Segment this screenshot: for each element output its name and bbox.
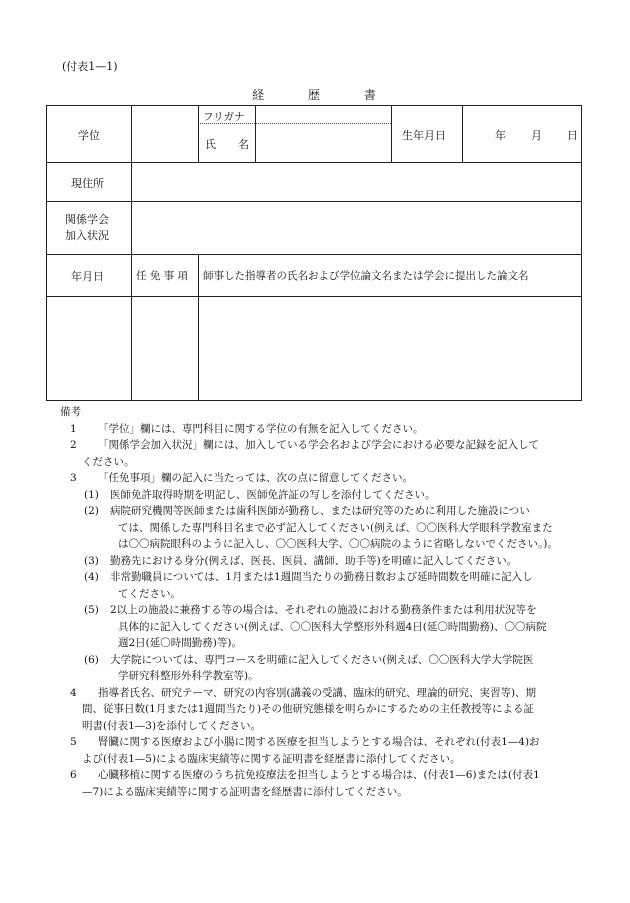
notes-heading: 備考 <box>60 406 81 418</box>
note-number: 4 <box>70 686 77 699</box>
note-line: 明書(付表1—3)を添付してください。 <box>82 719 262 732</box>
note-item <box>48 437 588 470</box>
note-line: 腎臓に関する医療および小腸に関する医療を担当しようとする場合は、それぞれ(付表1—4)お <box>98 736 540 748</box>
note-item <box>48 421 588 438</box>
note-line: 「学位」欄には、専門科目に関する学位の有無を記入してください。 <box>98 422 424 435</box>
note-line: 医師免許取得時期を明記し、医師免許証の写しを添付してください。 <box>110 488 436 501</box>
note-line: ては、関係した専門科目名まで必ず記入してください(例えば、〇〇医科大学眼科学教室また <box>118 521 553 534</box>
note-line: 「関係学会加入状況」欄には、加入している学会名および学会における必要な記録を記入して <box>98 439 539 451</box>
note-number: 5 <box>70 736 77 748</box>
birthdate-year: 年 <box>495 129 506 142</box>
note-number: 2 <box>70 439 77 451</box>
col-divider-degree <box>131 106 132 162</box>
note-subitem <box>48 652 588 685</box>
title-char-3: 書 <box>363 88 378 102</box>
advisor-header: 師事した指導者の氏名および学位論文名または学会に提出した論文名 <box>203 270 529 282</box>
note-line: 心臓移植に関する医療のうち抗免疫療法を担当しようとする場合は、(付表1—6)または(付表1 <box>98 769 540 781</box>
furigana-label: フリガナ <box>203 111 245 123</box>
note-line: 病院研究機関等医師または歯科医師が勤務し、または研究等のために利用した施設につい <box>110 505 530 517</box>
note-number: (2) <box>84 505 99 517</box>
note-number: (6) <box>84 653 99 666</box>
address-label: 現住所 <box>71 177 104 190</box>
birthdate-day: 日 <box>567 129 578 142</box>
notes-list <box>48 421 588 801</box>
title-char-2: 歴 <box>307 88 322 102</box>
note-line: 週2日(延〇時間勤務)等)。 <box>118 637 242 649</box>
note-line: 具体的に記入してください(例えば、〇〇医科大学整形外科週4日(延〇時間勤務)、〇〇病院 <box>118 620 547 633</box>
note-line: よび(付表1—5)による臨床実績等に関する証明書を経歴書に添付してください。 <box>82 752 461 765</box>
note-line: 大学院については、専門コースを明確に記入してください(例えば、〇〇医科大学大学院医 <box>110 653 534 666</box>
row-divider-4 <box>47 296 581 297</box>
note-number: 1 <box>70 422 77 435</box>
note-number: (1) <box>84 488 99 501</box>
note-subitem <box>48 487 588 504</box>
note-line: 勤務先における身分(例えば、医長、医員、講師、助手等)を明確に記入してください。 <box>110 554 518 567</box>
birthdate-month: 月 <box>531 129 542 142</box>
note-line: 指導者氏名、研究テーマ、研究の内容別(講義の受講、臨床的研究、理論的研究、実習等)、期 <box>98 686 537 699</box>
note-number: 3 <box>70 472 77 484</box>
note-line: —7)による臨床実績等に関する証明書を経歴書に添付してください。 <box>82 785 408 798</box>
col-divider-label-col <box>131 162 132 400</box>
note-line: 学研究科整形外科学教室等)。 <box>118 670 259 682</box>
society-label-line1: 関係学会 <box>65 213 109 226</box>
note-line: は〇〇病院眼科のように記入し、〇〇医科大学、〇〇病院のように省略しないでください。)。 <box>118 538 558 550</box>
col-divider-birth-field <box>462 106 463 162</box>
name-label: 氏 名 <box>205 138 249 151</box>
note-line: 2以上の施設に兼務する等の場合は、それぞれの施設における勤務条件または利用状況等を <box>110 604 537 616</box>
note-item <box>48 767 588 800</box>
note-subitem <box>48 602 588 652</box>
note-line: 非常勤職員については、1月または1週間当たりの勤務日数および延時間数を明確に記入し <box>110 571 533 583</box>
note-item <box>48 470 588 487</box>
row-divider-3 <box>47 254 581 255</box>
note-subitem <box>48 553 588 570</box>
note-number: 6 <box>70 769 77 781</box>
col-divider-birth-label <box>391 106 392 162</box>
attached-table-label: (付表1—1) <box>62 60 118 73</box>
col-divider-name-field <box>255 106 256 162</box>
note-subitem <box>48 503 588 553</box>
row-divider-1 <box>47 162 581 163</box>
note-line: てください。 <box>118 587 181 600</box>
date-header: 年月日 <box>71 270 104 283</box>
degree-label: 学位 <box>78 129 100 142</box>
note-line: ください。 <box>82 455 135 468</box>
birthdate-label: 生年月日 <box>402 129 446 142</box>
note-subitem <box>48 569 588 602</box>
note-line: 間、従事日数(1月または1週間当たり)その他研究態様を明らかにするための主任教授等による証 <box>82 703 535 715</box>
col-divider-name-label <box>198 106 199 162</box>
appointment-header: 任 免 事 項 <box>136 270 189 282</box>
document-title <box>0 86 630 103</box>
note-line: 「任免事項」欄の記入に当たっては、次の点に留意してください。 <box>98 472 413 484</box>
row-divider-2 <box>47 201 581 202</box>
title-char-1: 経 <box>252 88 267 102</box>
note-number: (3) <box>84 554 99 567</box>
note-item <box>48 734 588 767</box>
society-label-line2: 加入状況 <box>65 229 109 242</box>
notes-section <box>48 404 588 800</box>
note-number: (5) <box>84 604 99 616</box>
note-number: (4) <box>84 571 99 583</box>
resume-form-table <box>46 105 582 401</box>
note-item <box>48 685 588 735</box>
col-divider-appointment <box>198 254 199 400</box>
